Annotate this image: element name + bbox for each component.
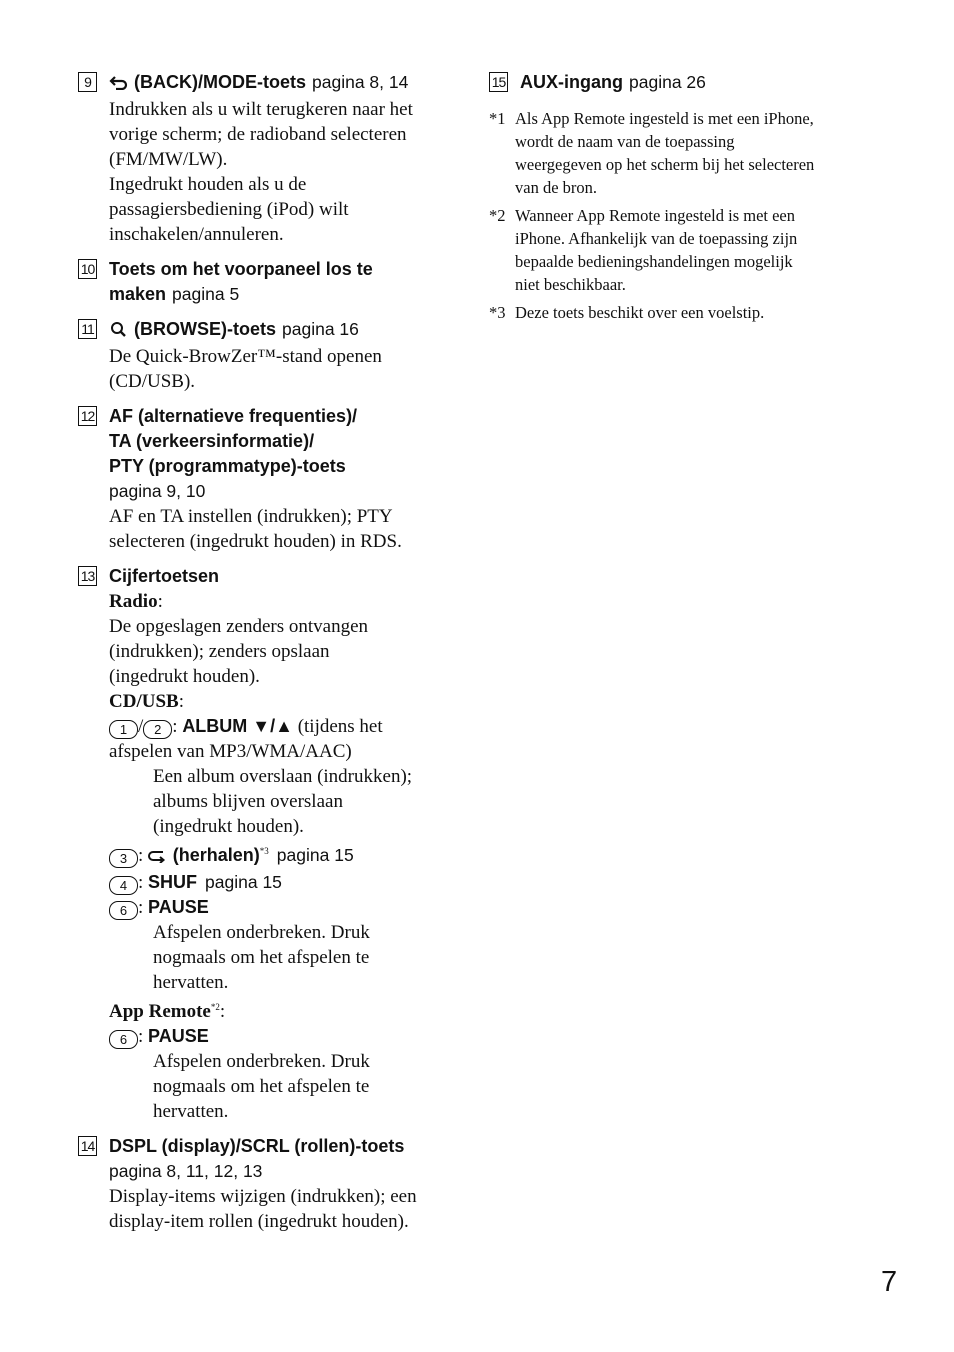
item-description: Display-items wijzigen (indrukken); een display-item rollen (ingedrukt houden). [109,1186,417,1232]
shuffle-line: 4 : SHUF pagina 15 [109,870,458,895]
pause-label: PAUSE [148,1026,209,1046]
radio-description: De opgeslagen zenders ontvangen (indrukken); zenders opslaan (ingedrukt houden). [109,616,369,687]
button-3-icon: 3 [109,849,138,868]
item-dspl-scrl [78,1134,458,1234]
item-aux [489,70,869,95]
item-title: DSPL (display)/SCRL (rollen)-toets [109,1136,405,1156]
page-ref: pagina 16 [282,319,359,339]
album-label: ALBUM ▼/▲ [182,716,293,736]
footnote: *1 Als App Remote ingesteld is met een iPhone, wordt de naam van de toepassing weergegeven op het scherm bij het selecteren van de bron. [489,109,815,197]
search-icon [109,319,129,344]
back-arrow-icon [109,72,129,97]
cdusb-label: CD/USB [109,691,179,712]
footnote-mark: *3 [489,303,506,322]
item-number: 12 [78,406,97,426]
pause-line: 6 : PAUSE [109,895,458,920]
app-remote-label: App Remote [109,1001,211,1022]
footnote: *2 Wanneer App Remote ingesteld is met een iPhone. Afhankelijk van de toepassing zijn bepaalde bedieningshandelingen mogelijk niet beschikbaar. [489,206,798,294]
item-description: De Quick-BrowZer™-stand openen (CD/USB). [109,346,382,392]
item-description: AF en TA instellen (indrukken); PTY selecteren (ingedrukt houden) in RDS. [109,506,402,552]
pause-label: PAUSE [148,897,209,917]
page-ref: pagina 15 [205,872,282,892]
pause-description: Afspelen onderbreken. Druk nogmaals om het afspelen te hervatten. [153,922,370,993]
shuffle-label: SHUF [148,872,198,892]
album-description: Een album overslaan (indrukken); albums blijven overslaan (ingedrukt houden). [153,766,413,837]
right-column [489,70,869,329]
button-4-icon: 4 [109,876,138,895]
item-release-panel: 10 Toets om het voorpaneel los te maken pagina 5 [78,257,458,307]
button-6-icon: 6 [109,1030,138,1049]
button-6-icon: 6 [109,901,138,920]
item-number: 10 [78,259,97,279]
item-number-buttons: 13 Cijfertoetsen Radio: De opgeslagen zenders ontvangen (indrukken); zenders opslaan (ingedrukt houden). CD/USB: 1 / 2 : ALBUM ▼/▲ (tijdens het afspelen van MP3/WMA/AAC) Een album overslaan (indrukken); albums blijven overslaan (ingedrukt houden). 3 : (herhalen)$^{*3}$ pagina 15 4 : SHUF pagina 15 6 : PAUSE Afspelen onderbreken. Druk nogmaals om het afspelen te hervatten. App Remote$^{*2}$: 6 : PAUSE Afspelen onderbreken. Druk nogmaals om het afspelen te hervatten. [78,564,458,1124]
item-number: 15 [489,72,508,92]
item-title: AUX-ingang [520,72,623,92]
app-pause-description: Afspelen onderbreken. Druk nogmaals om het afspelen te hervatten. [153,1051,370,1122]
left-column [78,70,458,1244]
footnote: *3 Deze toets beschikt over een voelstip. [489,303,765,322]
item-number: 11 [78,319,97,339]
page-ref: pagina 15 [276,845,354,865]
footnote-mark: *1 [489,109,506,128]
button-1-icon: 1 [109,720,138,739]
item-number: 13 [78,566,97,586]
item-title: (BROWSE)-toets [134,319,277,339]
page-number: 7 [881,1266,898,1298]
app-pause-line: 6 : PAUSE [109,1024,458,1049]
item-description: Indrukken als u wilt terugkeren naar het vorige scherm; de radioband selecteren (FM/MW/LW). Ingedrukt houden als u de passagiersbediening (iPod) wilt inschakelen/annuleren. [109,99,413,245]
item-title: AF (alternatieve frequenties)/ [109,406,358,426]
page-ref: pagina 9, 10 [109,481,206,501]
page-ref: pagina 26 [629,72,706,92]
album-line: 1 / 2 : ALBUM ▼/▲ (tijdens het [109,714,458,739]
item-number: 14 [78,1136,97,1156]
repeat-label: (herhalen) [172,845,260,865]
repeat-line: 3 : (herhalen)$^{*3}$ pagina 15 [109,839,458,870]
footnote-mark: *2 [489,206,506,225]
page-ref: pagina 8, 14 [312,72,409,92]
item-back-mode [78,70,458,247]
page-ref: pagina 5 [172,284,240,304]
item-title: (BACK)/MODE-toets [134,72,306,92]
item-title: Cijfertoetsen [109,566,220,586]
item-title: Toets om het voorpaneel los te [109,259,373,279]
button-2-icon: 2 [143,720,172,739]
radio-label: Radio [109,591,158,612]
page-ref: pagina 8, 11, 12, 13 [109,1161,263,1181]
repeat-icon [148,845,168,870]
item-number: 9 [78,72,97,92]
item-browse [78,317,458,394]
item-af-ta-pty: 12 AF (alternatieve frequenties)/ TA (verkeersinformatie)/ PTY (programmatype)-toets pagina 9, 10 AF en TA instellen (indrukken); PTY selecteren (ingedrukt houden) in RDS. [78,404,458,554]
